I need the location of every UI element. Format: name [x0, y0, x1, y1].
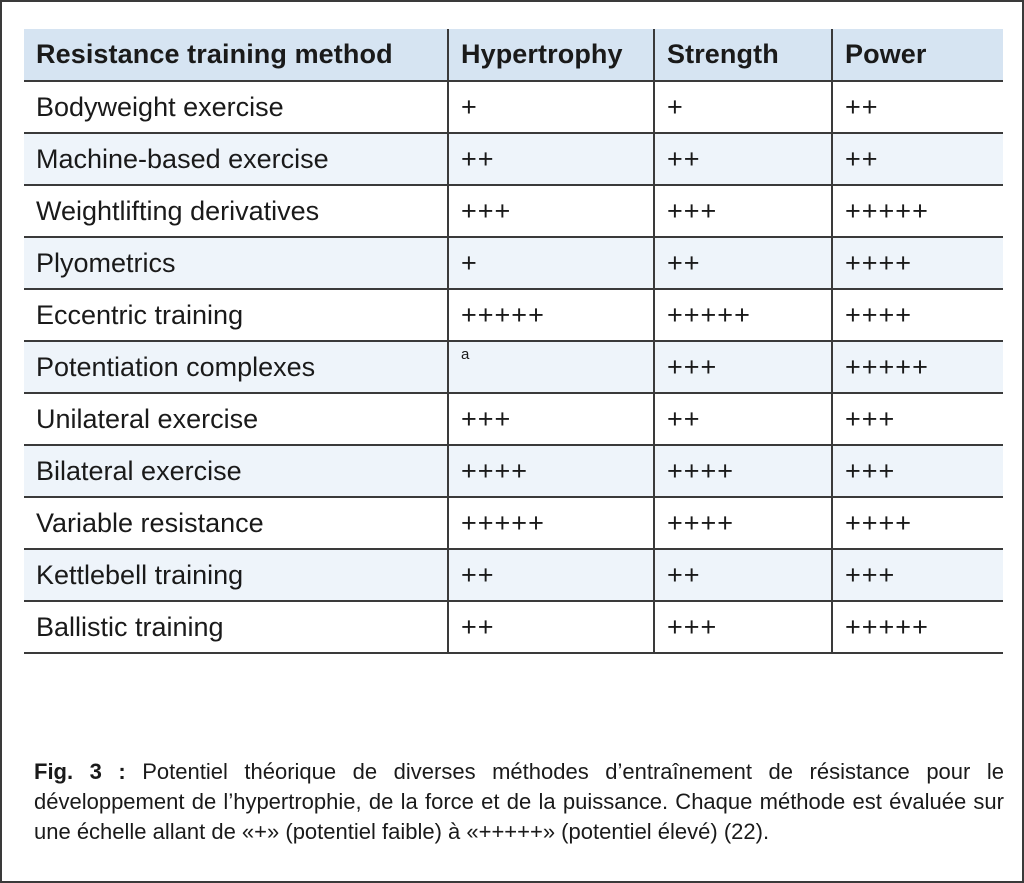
table-row	[24, 497, 1003, 549]
power-cell: ++++	[832, 237, 1003, 289]
table-row	[24, 393, 1003, 445]
power-cell: +++	[832, 393, 1003, 445]
hypertrophy-cell: +++++	[448, 289, 654, 341]
training-methods-table	[24, 29, 1003, 654]
hypertrophy-cell: +++++	[448, 497, 654, 549]
figure-caption	[34, 757, 1004, 847]
power-cell: ++	[832, 81, 1003, 133]
power-cell: ++	[832, 133, 1003, 185]
power-cell: +++++	[832, 185, 1003, 237]
strength-cell: ++	[654, 549, 832, 601]
method-cell: Bodyweight exercise	[24, 81, 448, 133]
strength-cell: ++	[654, 133, 832, 185]
strength-cell: +++++	[654, 289, 832, 341]
figure-label: Fig. 3 :	[34, 759, 126, 784]
hypertrophy-cell: ++	[448, 549, 654, 601]
method-cell: Kettlebell training	[24, 549, 448, 601]
strength-cell: ++++	[654, 445, 832, 497]
strength-cell: ++++	[654, 497, 832, 549]
footnote-marker: a	[461, 345, 471, 363]
strength-cell: +++	[654, 601, 832, 653]
table-row	[24, 185, 1003, 237]
header-strength: Strength	[654, 29, 832, 81]
strength-cell: ++	[654, 393, 832, 445]
table-row	[24, 445, 1003, 497]
hypertrophy-cell: +	[448, 81, 654, 133]
table-row	[24, 81, 1003, 133]
hypertrophy-cell	[448, 341, 654, 393]
hypertrophy-cell: ++++	[448, 445, 654, 497]
power-cell: ++++	[832, 497, 1003, 549]
method-cell: Machine-based exercise	[24, 133, 448, 185]
table-row	[24, 237, 1003, 289]
power-cell: ++++	[832, 289, 1003, 341]
strength-cell: +++	[654, 185, 832, 237]
table-row	[24, 549, 1003, 601]
method-cell: Plyometrics	[24, 237, 448, 289]
hypertrophy-cell: +++	[448, 185, 654, 237]
table-row	[24, 133, 1003, 185]
table-row	[24, 341, 1003, 393]
method-cell: Variable resistance	[24, 497, 448, 549]
header-method: Resistance training method	[24, 29, 448, 81]
method-cell: Weightlifting derivatives	[24, 185, 448, 237]
table-row	[24, 289, 1003, 341]
method-cell: Bilateral exercise	[24, 445, 448, 497]
power-cell: +++	[832, 549, 1003, 601]
method-cell: Ballistic training	[24, 601, 448, 653]
header-power: Power	[832, 29, 1003, 81]
hypertrophy-cell: +	[448, 237, 654, 289]
table-row	[24, 601, 1003, 653]
strength-cell: +++	[654, 341, 832, 393]
strength-cell: +	[654, 81, 832, 133]
hypertrophy-cell: ++	[448, 133, 654, 185]
caption-text: Potentiel théorique de diverses méthodes d’entraînement de résistance pour le développement de l’hypertrophie, de la force et de la puissance. Chaque méthode est évaluée sur une échelle allant de «+» (potentiel faible) à «+++++» (potentiel élevé) (22).	[34, 759, 1004, 844]
header-hypertrophy: Hypertrophy	[448, 29, 654, 81]
method-cell: Unilateral exercise	[24, 393, 448, 445]
strength-cell: ++	[654, 237, 832, 289]
hypertrophy-cell: +++	[448, 393, 654, 445]
power-cell: +++	[832, 445, 1003, 497]
power-cell: +++++	[832, 341, 1003, 393]
table-header-row	[24, 29, 1003, 81]
method-cell: Eccentric training	[24, 289, 448, 341]
hypertrophy-cell: ++	[448, 601, 654, 653]
power-cell: +++++	[832, 601, 1003, 653]
method-cell: Potentiation complexes	[24, 341, 448, 393]
